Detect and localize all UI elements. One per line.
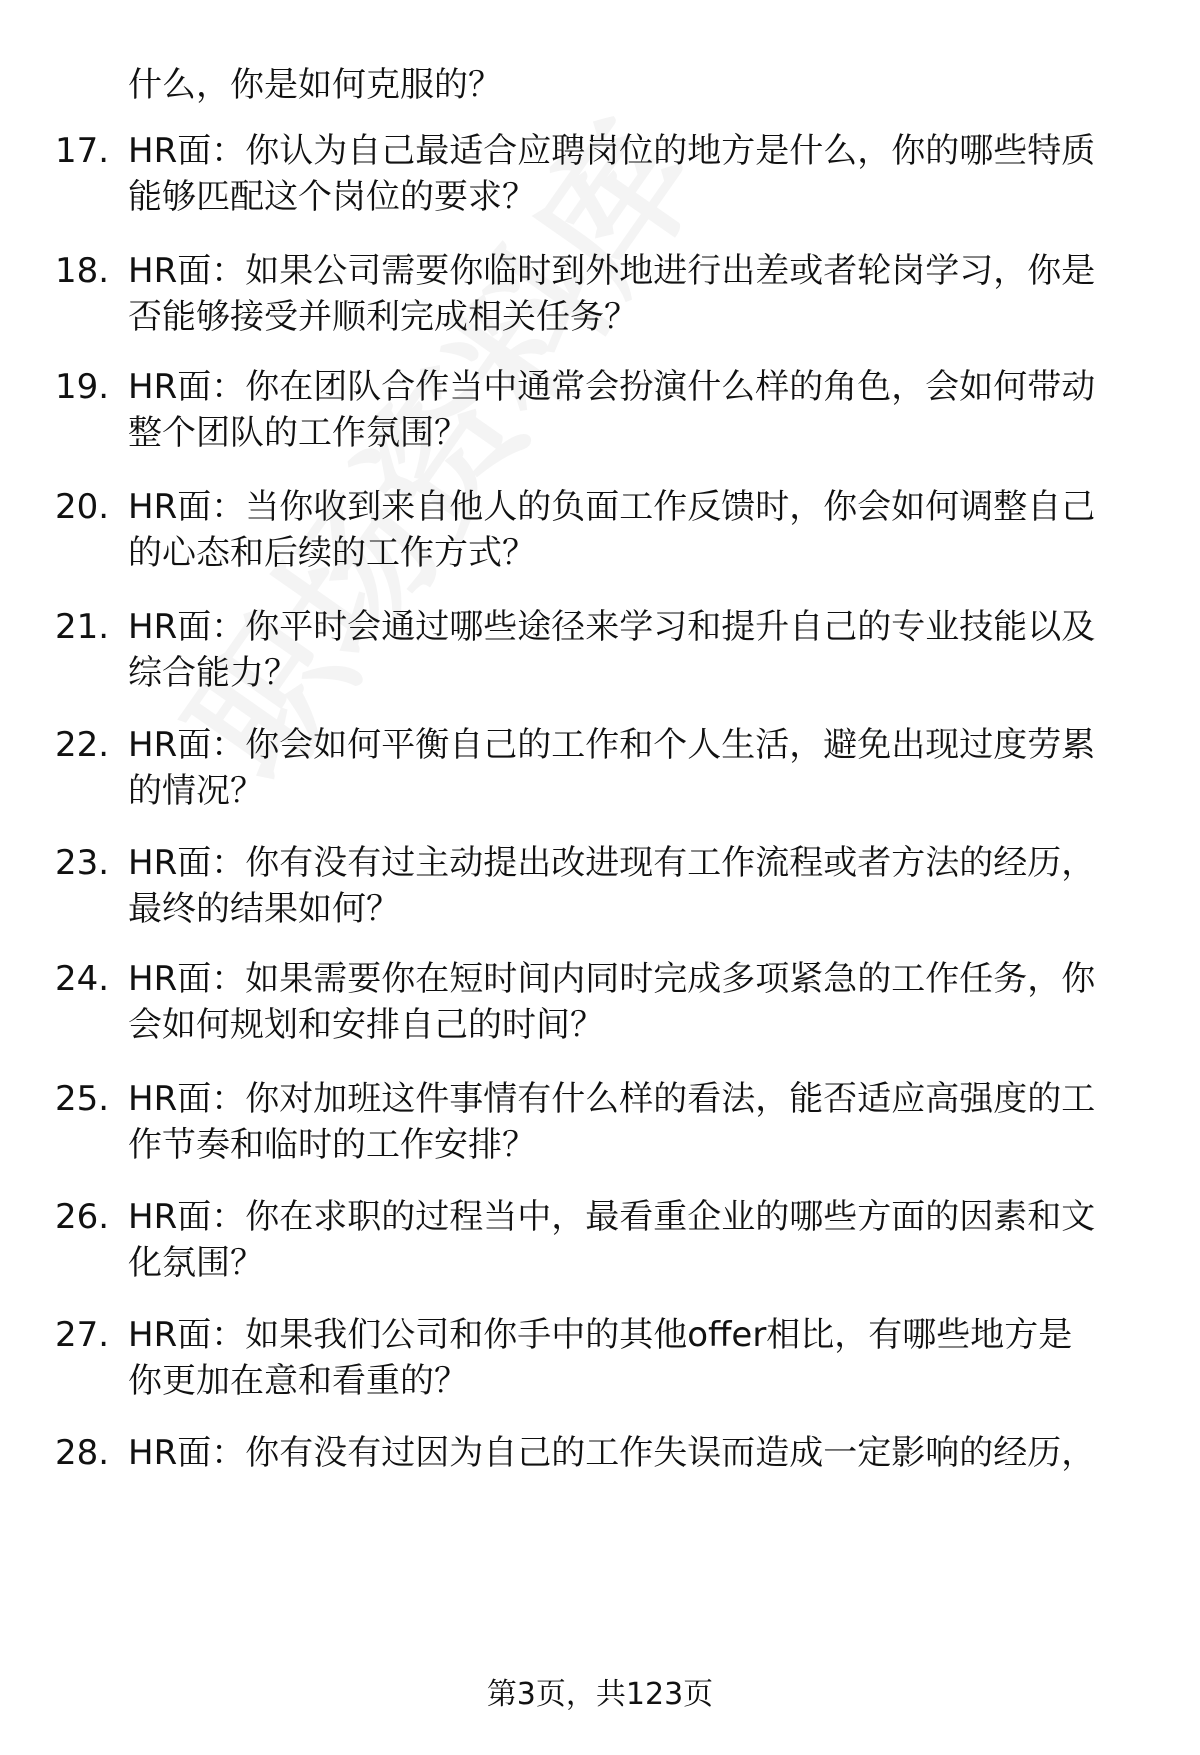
- question-text-line: 整个团队的工作氛围？: [128, 413, 468, 453]
- question-text: [128, 722, 1158, 814]
- question-text-line: 的心态和后续的工作方式？: [128, 533, 536, 573]
- question-text: [128, 1076, 1158, 1168]
- question-text-line: 最终的结果如何？: [128, 889, 400, 929]
- question-text-line: HR面：你对加班这件事情有什么样的看法，能否适应高强度的工: [128, 1079, 1096, 1119]
- question-number: 21.: [55, 607, 110, 647]
- question-text-line: 能够匹配这个岗位的要求？: [128, 177, 536, 217]
- question-number: 27.: [55, 1315, 110, 1355]
- question-number: 26.: [55, 1197, 110, 1237]
- question-text-line: HR面：你在求职的过程当中，最看重企业的哪些方面的因素和文: [128, 1197, 1096, 1237]
- question-text-line: HR面：你认为自己最适合应聘岗位的地方是什么，你的哪些特质: [128, 131, 1096, 171]
- question-number: 23.: [55, 843, 110, 883]
- question-text-line: HR面：你有没有过因为自己的工作失误而造成一定影响的经历，: [128, 1433, 1096, 1473]
- question-number: 25.: [55, 1079, 110, 1119]
- question-text: [128, 1194, 1158, 1286]
- question-text: [128, 484, 1158, 576]
- question-text: [128, 604, 1158, 696]
- question-text-line: HR面：如果我们公司和你手中的其他offer相比，有哪些地方是: [128, 1315, 1073, 1355]
- question-text-line: HR面：当你收到来自他人的负面工作反馈时，你会如何调整自己: [128, 487, 1096, 527]
- question-number: 18.: [55, 251, 110, 291]
- question-number: 22.: [55, 725, 110, 765]
- question-text-line: HR面：你平时会通过哪些途径来学习和提升自己的专业技能以及: [128, 607, 1096, 647]
- question-text-line: 会如何规划和安排自己的时间？: [128, 1005, 604, 1045]
- question-text-line: 的情况？: [128, 771, 264, 811]
- page-number: 第3页，共123页: [486, 1677, 714, 1712]
- question-text-line: HR面：你在团队合作当中通常会扮演什么样的角色，会如何带动: [128, 367, 1096, 407]
- continuation-line: 什么，你是如何克服的？: [128, 65, 502, 105]
- question-number: 20.: [55, 487, 110, 527]
- question-text-line: HR面：你会如何平衡自己的工作和个人生活，避免出现过度劳累: [128, 725, 1096, 765]
- question-number: 17.: [55, 131, 110, 171]
- question-number: 19.: [55, 367, 110, 407]
- question-text-line: 作节奏和临时的工作安排？: [128, 1125, 536, 1165]
- question-text: [128, 956, 1158, 1048]
- question-text: [128, 128, 1158, 220]
- question-text: [128, 1430, 1158, 1476]
- question-text-line: HR面：如果需要你在短时间内同时完成多项紧急的工作任务，你: [128, 959, 1096, 999]
- question-text: [128, 840, 1158, 932]
- question-number: 24.: [55, 959, 110, 999]
- question-text-line: 化氛围？: [128, 1243, 264, 1283]
- question-text-line: HR面：如果公司需要你临时到外地进行出差或者轮岗学习，你是: [128, 251, 1096, 291]
- question-text-line: 你更加在意和看重的？: [128, 1361, 468, 1401]
- question-text-line: 综合能力？: [128, 653, 298, 693]
- question-text-line: HR面：你有没有过主动提出改进现有工作流程或者方法的经历，: [128, 843, 1096, 883]
- question-number: 28.: [55, 1433, 110, 1473]
- question-text: [128, 248, 1158, 340]
- question-text: [128, 1312, 1158, 1404]
- question-text: [128, 364, 1158, 456]
- question-text-line: 否能够接受并顺利完成相关任务？: [128, 297, 638, 337]
